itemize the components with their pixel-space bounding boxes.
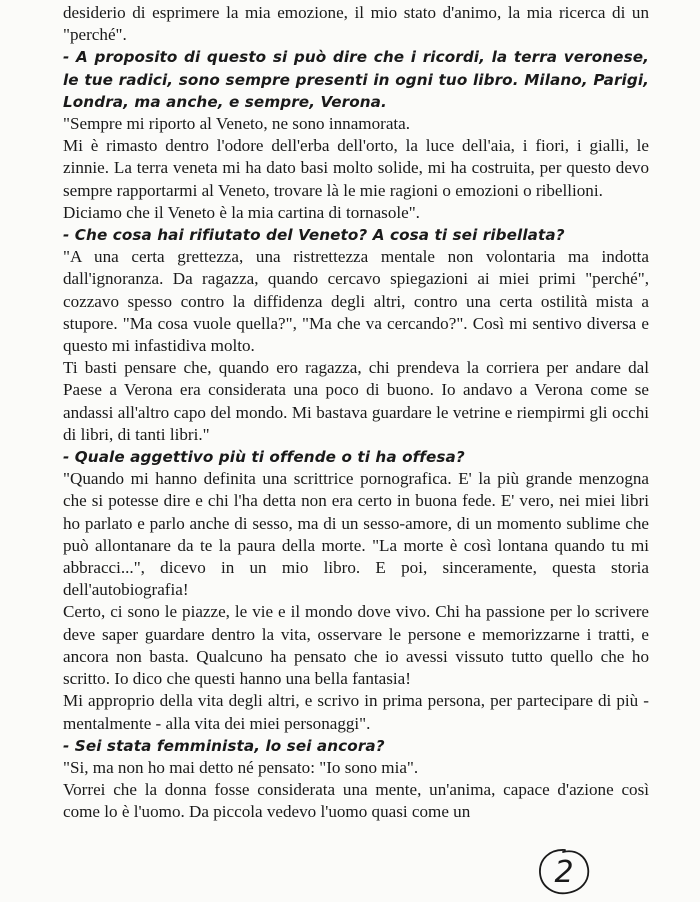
paragraph-11: Vorrei che la donna fosse considerata una mente, un'anima, capace d'azione così come lo è l'uomo. Da piccola vedevo l'uomo quasi come un <box>63 780 649 822</box>
question-3: - Quale aggettivo più ti offende o ti ha offesa? <box>63 448 465 467</box>
paragraph-4: Diciamo che il Veneto è la mia cartina di tornasole". <box>63 202 420 222</box>
paragraph-8: Certo, ci sono le piazze, le vie e il mondo dove vivo. Chi ha passione per lo scrivere deve saper guardare dentro la vita, osservare le persone e memorizzarne i tratti, e ancora non basta. Qualcuno ha pensato che io avessi vissuto tutto quello che ho scritto. Io dico che questi hanno una bella fantasia! <box>63 602 649 689</box>
page-number-text: 2 <box>554 855 574 890</box>
paragraph-5: "A una certa grettezza, una ristrettezza mentale non volontaria ma indotta dall'ignoranza. Da ragazza, quando cercavo spiegazioni ai miei primi "perché", cozzavo spesso contro la diffidenza degli altri, contro una certa ostilità mista a stupore. "Ma cosa vuole quella?", "Ma che va cercando?". Così mi sentivo diversa e questo mi infastidiva molto. <box>63 247 649 356</box>
paragraph-6: Ti basti pensare che, quando ero ragazza, chi prendeva la corriera per andare dal Paese a Verona era considerata una poco di buono. Io andavo a Verona come se andassi all'altro capo del mondo. Mi bastava guardare le vetrine e riempirmi gli occhi di libri, di tanti libri." <box>63 358 649 444</box>
paragraph-10: "Si, ma non ho mai detto né pensato: "Io sono mia". <box>63 757 419 777</box>
question-4: - Sei stata femminista, lo sei ancora? <box>63 736 385 755</box>
paragraph-3: Mi è rimasto dentro l'odore dell'erba dell'orto, la luce dell'aia, i fiori, i gialli, le zinnie. La terra veneta mi ha dato basi molto solide, mi ha costruita, per questo devo sempre rapportarmi al Veneto, trovare là le mie ragioni o emozioni o ribellioni. <box>63 136 649 200</box>
question-1: - A proposito di questo si può dire che i ricordi, la terra veronese, le tue radici, sono sempre presenti in ogni tuo libro. Milano, Parigi, Londra, ma anche, e sempre, Verona. <box>63 48 649 111</box>
paragraph-2: "Sempre mi riporto al Veneto, ne sono innamorata. <box>63 114 411 134</box>
paragraph-9: Mi approprio della vita degli altri, e scrivo in prima persona, per partecipare di più - mentalmente - alla vita dei miei personaggi". <box>63 691 649 733</box>
paragraph-7: "Quando mi hanno definita una scrittrice pornografica. E' la più grande menzogna che si potesse dire e chi l'ha detta non era certo in buona fede. E' vero, nei miei libri ho parlato e parlo anche di sesso, ma di un sesso-amore, di un momento sublime che può allontanare da te la paura della morte. "La morte è così lontana quando tu mi abbracci...", dicevo in un mio libro. E poi, sinceramente, questa storia dell'autobiografia! <box>63 469 649 600</box>
page-number-circle-icon <box>536 847 592 897</box>
question-2: - Che cosa hai rifiutato del Veneto? A cosa ti sei ribellata? <box>63 226 565 245</box>
document-body <box>63 2 649 824</box>
paragraph-1: desiderio di esprimere la mia emozione, il mio stato d'animo, la mia ricerca di un "perché". <box>63 3 649 45</box>
handwritten-page-number <box>536 847 592 897</box>
